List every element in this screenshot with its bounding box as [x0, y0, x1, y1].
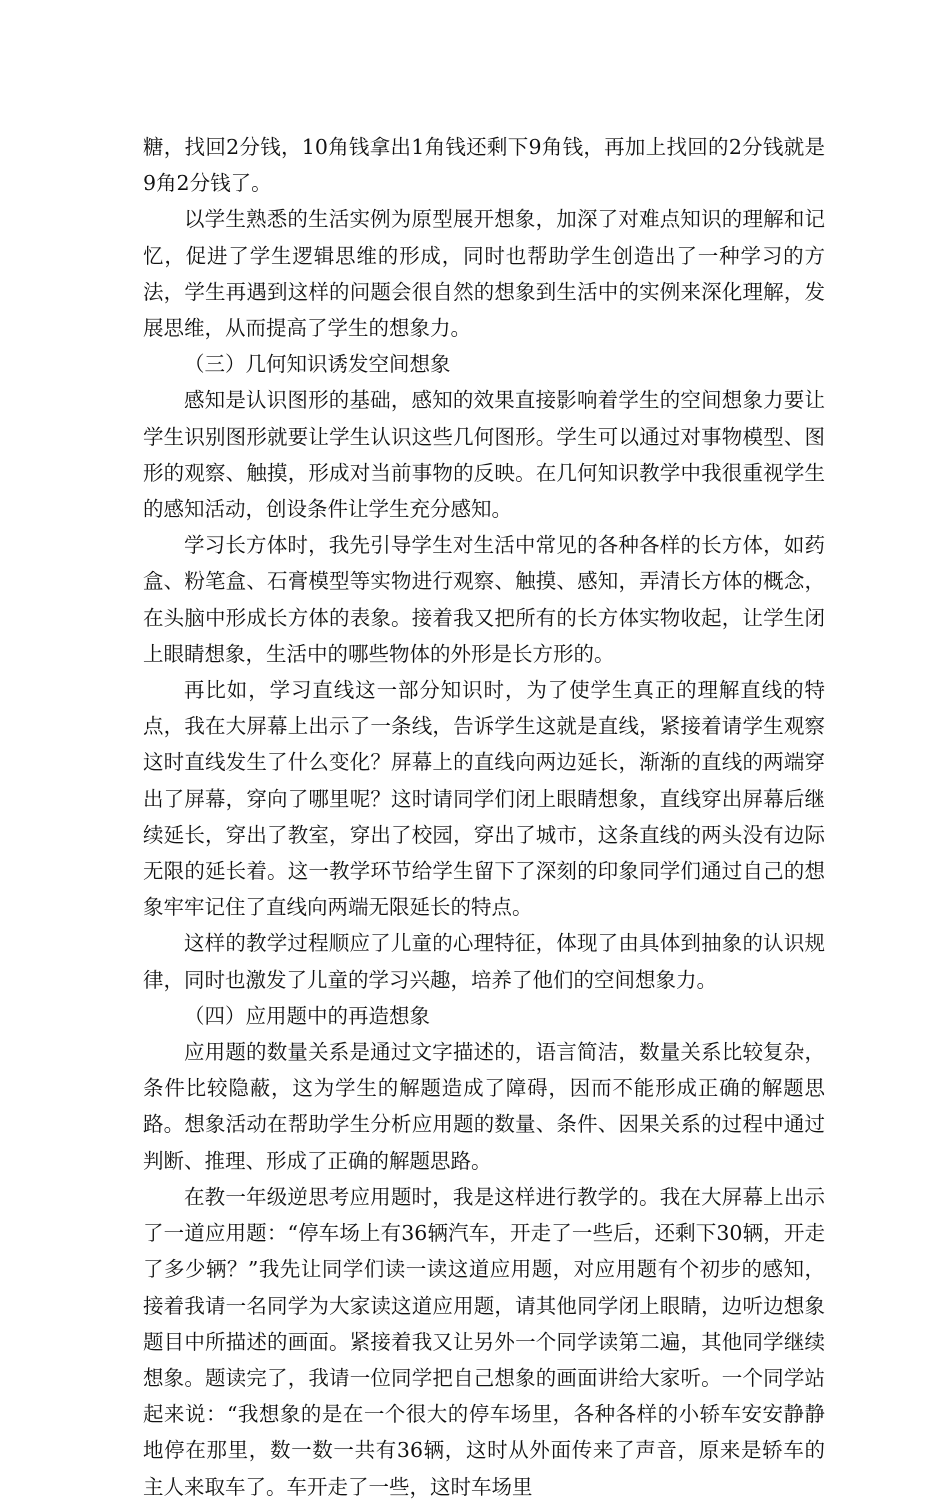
- section-heading: （三）几何知识诱发空间想象: [184, 352, 451, 377]
- document-page: [143, 129, 825, 1505]
- paragraph: 以学生熟悉的生活实例为原型展开想象，加深了对难点知识的理解和记忆，促进了学生逻辑思维的形成，同时也帮助学生创造出了一种学习的方法，学生再遇到这样的问题会很自然的想象到生活中的实例来深化理解，发展思维，从而提高了学生的想象力。: [143, 207, 825, 341]
- paragraph-continuation: 糖，找回2分钱，10角钱拿出1角钱还剩下9角钱，再加上找回的2分钱就是9角2分钱了。: [143, 135, 825, 196]
- paragraph: 感知是认识图形的基础，感知的效果直接影响着学生的空间想象力要让学生识别图形就要让学生认识这些几何图形。学生可以通过对事物模型、图形的观察、触摸，形成对当前事物的反映。在几何知识教学中我很重视学生的感知活动，创设条件让学生充分感知。: [143, 388, 825, 522]
- paragraph: 这样的教学过程顺应了儿童的心理特征，体现了由具体到抽象的认识规律，同时也激发了儿童的学习兴趣，培养了他们的空间想象力。: [143, 931, 825, 992]
- paragraph: 在教一年级逆思考应用题时，我是这样进行教学的。我在大屏幕上出示了一道应用题：“停车场上有36辆汽车，开走了一些后，还剩下30辆，开走了多少辆？”我先让同学们读一读这道应用题，对应用题有个初步的感知，接着我请一名同学为大家读这道应用题，请其他同学闭上眼睛，边听边想象题目中所描述的画面。紧接着我又让另外一个同学读第二遍，其他同学继续想象。题读完了，我请一位同学把自己想象的画面讲给大家听。一个同学站起来说：“我想象的是在一个很大的停车场里，各种各样的小轿车安安静静地停在那里，数一数一共有36辆，这时从外面传来了声音，原来是轿车的主人来取车了。车开走了一些，这时车场里: [143, 1184, 825, 1499]
- section-heading: （四）应用题中的再造想象: [184, 1003, 430, 1028]
- paragraph: 学习长方体时，我先引导学生对生活中常见的各种各样的长方体，如药盒、粉笔盒、石膏模型等实物进行观察、触摸、感知，弄清长方体的概念，在头脑中形成长方体的表象。接着我又把所有的长方体实物收起，让学生闭上眼睛想象，生活中的哪些物体的外形是长方形的。: [143, 533, 825, 666]
- paragraph: 再比如，学习直线这一部分知识时，为了使学生真正的理解直线的特点，我在大屏幕上出示了一条线，告诉学生这就是直线，紧接着请学生观察这时直线发生了什么变化？屏幕上的直线向两边延长，渐渐的直线的两端穿出了屏幕，穿向了哪里呢？这时请同学们闭上眼睛想象，直线穿出屏幕后继续延长，穿出了教室，穿出了校园，穿出了城市，这条直线的两头没有边际无限的延长着。这一教学环节给学生留下了深刻的印象同学们通过自己的想象牢牢记住了直线向两端无限延长的特点。: [143, 678, 825, 920]
- paragraph: 应用题的数量关系是通过文字描述的，语言简洁，数量关系比较复杂，条件比较隐蔽，这为学生的解题造成了障碍，因而不能形成正确的解题思路。想象活动在帮助学生分析应用题的数量、条件、因果关系的过程中通过判断、推理、形成了正确的解题思路。: [143, 1040, 825, 1173]
